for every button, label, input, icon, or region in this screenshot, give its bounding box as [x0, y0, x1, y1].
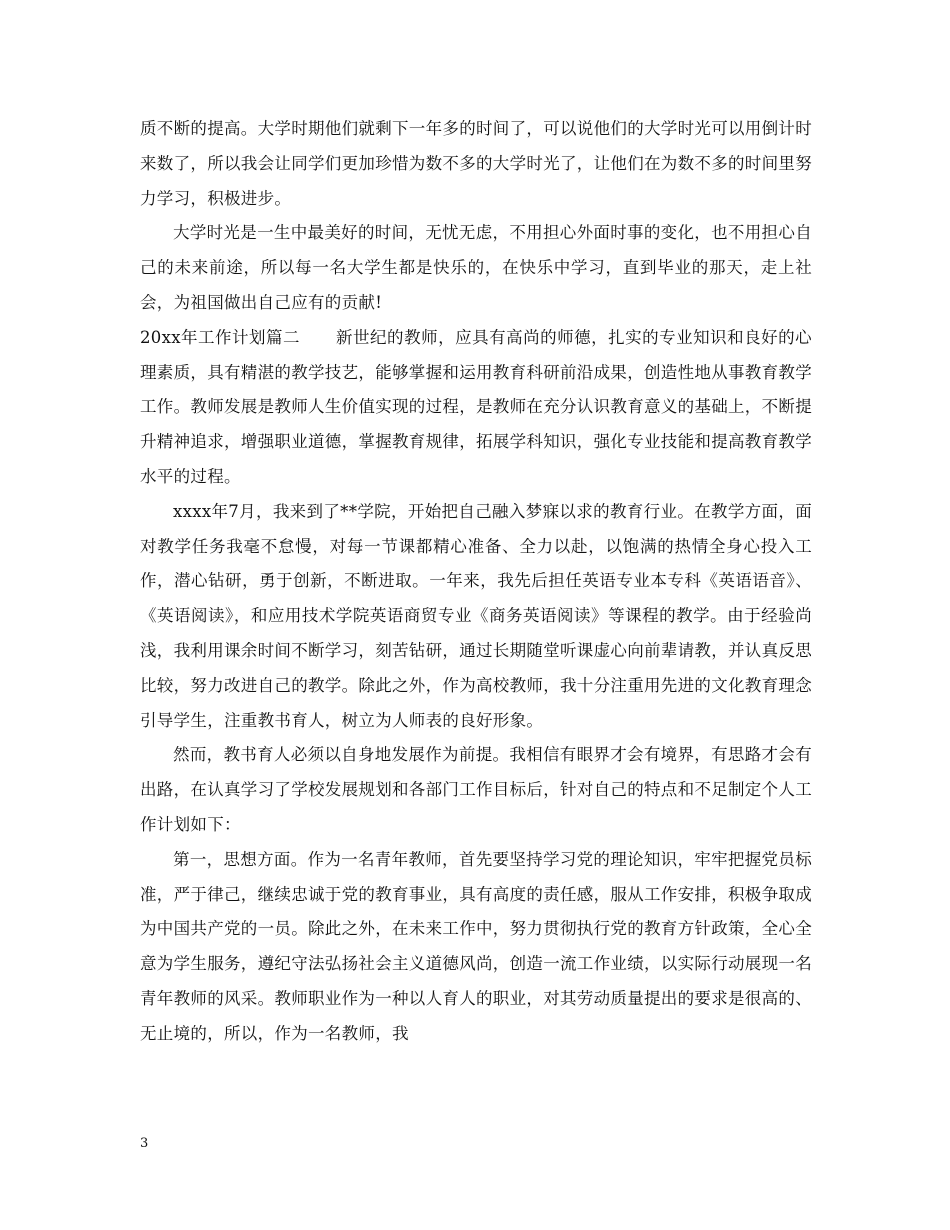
section-heading: 20xx年工作计划篇二 [140, 327, 301, 347]
paragraph-teaching: xxxx年7月，我来到了**学院，开始把自己融入梦寐以求的教育行业。在教学方面，面对教学任务我毫不怠慢，对每一节课都精心准备、全力以赴，以饱满的热情全身心投入工作，潜心钻研，勇于创新，不断进取。一年来，我先后担任英语专业本专科《英语语音》、《英语阅读》，和应用技术学院英语商贸专业《商务英语阅读》等课程的教学。由于经验尚浅，我利用课余时间不断学习，刻苦钻研，通过长期随堂听课虚心向前辈请教，并认真反思比较，努力改进自己的教学。除此之外，作为高校教师，我十分注重用先进的文化教育理念引导学生，注重教书育人，树立为人师表的良好形象。 [140, 501, 812, 730]
page-number: 3 [140, 1136, 149, 1151]
section-heading-line [140, 321, 812, 495]
paragraph-plan-intro: 然而，教书育人必须以自身地发展作为前提。我相信有眼界才会有境界，有思路才会有出路，在认真学习了学校发展规划和各部门工作目标后，针对自己的特点和不足制定个人工作计划如下： [140, 745, 812, 834]
document-body [140, 112, 812, 1052]
paragraph-continuation: 质不断的提高。大学时期他们就剩下一年多的时间了，可以说他们的大学时光可以用倒计时来数了，所以我会让同学们更加珍惜为数不多的大学时光了，让他们在为数不多的时间里努力学习，积极进步。 [140, 119, 812, 208]
section-intro: 新世纪的教师，应具有高尚的师德，扎实的专业知识和良好的心理素质，具有精湛的教学技艺，能够掌握和运用教育科研前沿成果，创造性地从事教育教学工作。教师发展是教师人生价值实现的过程，是教师在充分认识教育意义的基础上，不断提升精神追求，增强职业道德，掌握教育规律，拓展学科知识，强化专业技能和提高教育教学水平的过程。 [140, 327, 812, 486]
paragraph-university-time: 大学时光是一生中最美好的时间，无忧无虑，不用担心外面时事的变化，也不用担心自己的未来前途，所以每一名大学生都是快乐的，在快乐中学习，直到毕业的那天，走上社会，为祖国做出自己应有的贡献! [140, 223, 812, 312]
paragraph-ideology: 第一，思想方面。作为一名青年教师，首先要坚持学习党的理论知识，牢牢把握党员标准，严于律己，继续忠诚于党的教育事业，具有高度的责任感，服从工作安排，积极争取成为中国共产党的一员。除此之外，在未来工作中，努力贯彻执行党的教育方针政策，全心全意为学生服务，遵纪守法弘扬社会主义道德风尚，创造一流工作业绩，以实际行动展现一名青年教师的风采。教师职业作为一种以人育人的职业，对其劳动质量提出的要求是很高的、无止境的，所以，作为一名教师，我 [140, 849, 812, 1043]
